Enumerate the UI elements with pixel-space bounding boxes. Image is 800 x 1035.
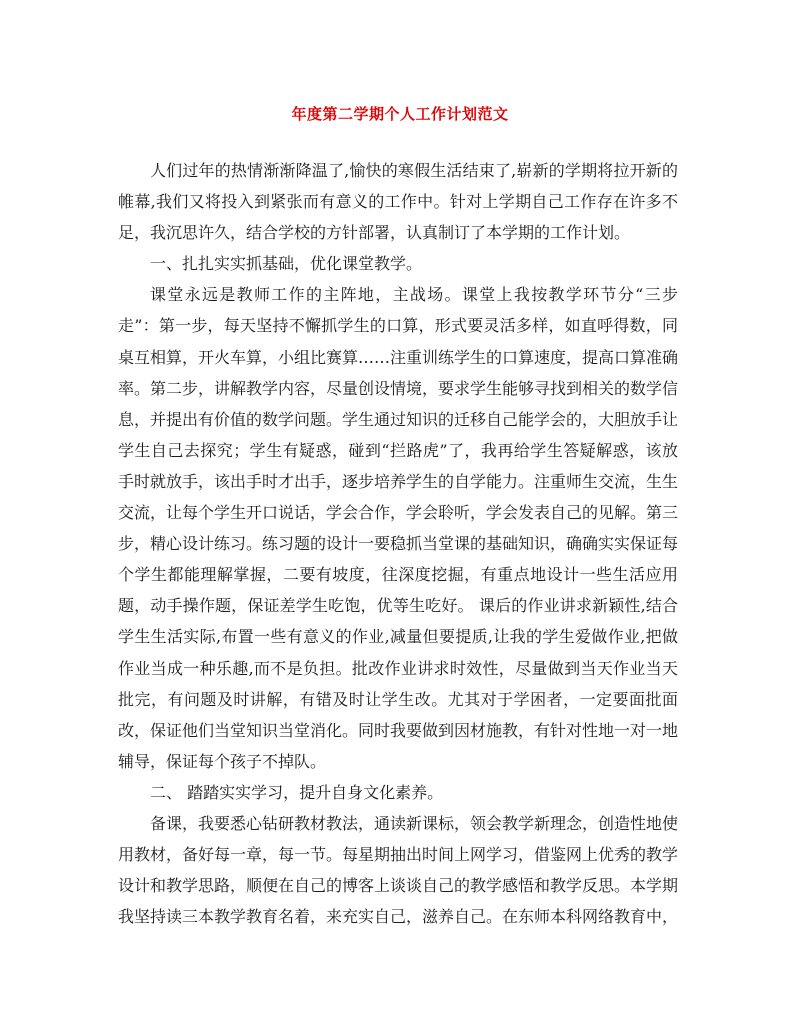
document-body <box>118 155 678 932</box>
paragraph-intro: 人们过年的热情渐渐降温了,愉快的寒假生活结束了,崭新的学期将拉开新的帷幕,我们又将投入到紧张而有意义的工作中。针对上学期自己工作存在许多不足，我沉思许久，结合学校的方针部署，认真制订了本学期的工作计划。 <box>118 161 678 243</box>
document-title: 年度第二学期个人工作计划范文 <box>291 105 509 123</box>
section-heading-2: 二、 踏踏实实学习，提升自身文化素养。 <box>150 782 444 802</box>
section-heading-1: 一、扎扎实实抓基础，优化课堂教学。 <box>150 254 423 274</box>
paragraph-preparation: 备课，我要悉心钻研教材教法，通读新课标，领会教学新理念，创造性地使用教材，备好每一章，每一节。每星期抽出时间上网学习，借鉴网上优秀的教学设计和教学思路，顺便在自己的博客上谈谈自己的教学感悟和教学反思。本学期我坚持读三本教学教育名着，来充实自己，滋养自己。在东师本科网络教育中， <box>118 813 679 927</box>
paragraph-classroom: 课堂永远是教师工作的主阵地，主战场。课堂上我按教学环节分“三步走”：第一步，每天坚持不懈抓学生的口算，形式要灵活多样，如直呼得数，同桌互相算，开火车算，小组比赛算……注重训练学生的口算速度，提高口算准确率。第二步，讲解教学内容，尽量创设情境，要求学生能够寻找到相关的数学信息，并提出有价值的数学问题。学生通过知识的迁移自己能学会的，大胆放手让学生自己去探究；学生有疑惑，碰到“拦路虎”了，我再给学生答疑解惑，该放手时就放手，该出手时才出手，逐步培养学生的自学能力。注重师生交流，生生交流，让每个学生开口说话，学会合作，学会聆听，学会发表自己的见解。第三步，精心设计练习。练习题的设计一要稳抓当堂课的基础知识，确确实实保证每个学生都能理解掌握，二要有坡度，往深度挖掘，有重点地设计一些生活应用题，动手操作题，保证差学生吃饱，优等生吃好。 课后的作业讲求新颖性,结合学生生活实际,布置一些有意义的作业,减量但要提质,让我的学生爱做作业,把做作业当成一种乐趣,而不是负担。批改作业讲求时效性，尽量做到当天作业当天批完，有问题及时讲解，有错及时让学生改。尤其对于学困者，一定要面批面改，保证他们当堂知识当堂消化。同时我要做到因材施教，有针对性地一对一地辅导，保证每个孩子不掉队。 <box>118 285 679 771</box>
